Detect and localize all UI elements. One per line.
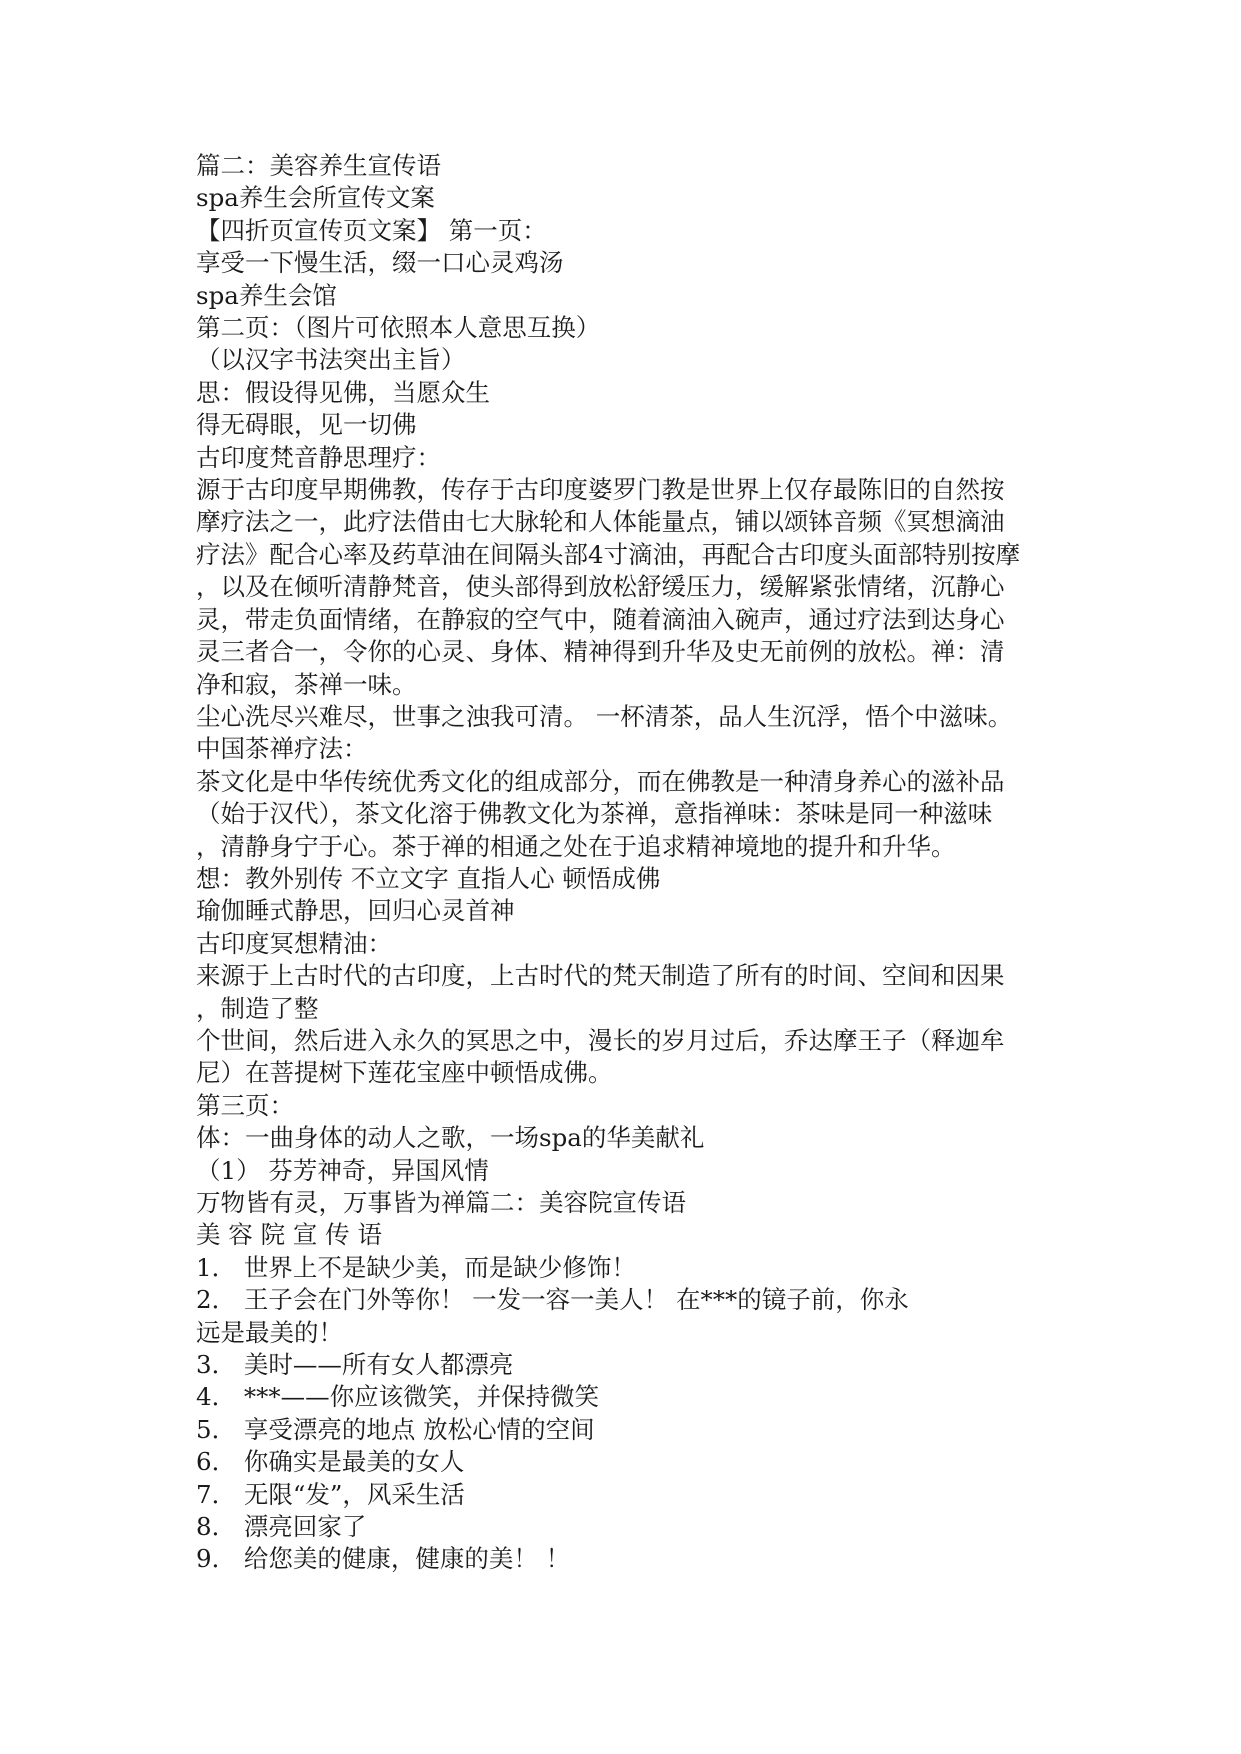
- text-line: 第三页：: [196, 1090, 294, 1120]
- text-line: 尘心洗尽兴难尽，世事之浊我可清。 一杯清茶，品人生沉浮，悟个中滋味。: [196, 701, 1013, 731]
- list-item: 1． 世界上不是缺少美，而是缺少修饰！: [196, 1252, 636, 1282]
- text-line: 想：教外别传 不立文字 直指人心 顿悟成佛: [196, 863, 661, 893]
- list-item: 2． 王子会在门外等你！ 一发一容一美人！ 在***的镜子前，你永: [196, 1285, 909, 1315]
- text-line: ，制造了整: [196, 993, 319, 1023]
- text-line: 灵，带走负面情绪，在静寂的空气中，随着滴油入碗声，通过疗法到达身心: [196, 604, 1005, 634]
- text-line: spa养生会馆: [196, 280, 337, 310]
- text-line: 古印度梵音静思理疗：: [196, 442, 441, 472]
- text-line: 体：一曲身体的动人之歌，一场spa的华美献礼: [196, 1123, 705, 1153]
- list-item: 5． 享受漂亮的地点 放松心情的空间: [196, 1414, 595, 1444]
- text-line: 疗法》配合心率及药草油在间隔头部4寸滴油，再配合古印度头面部特别按摩: [196, 539, 1021, 569]
- text-line: 思：假设得见佛，当愿众生: [196, 377, 490, 407]
- list-item: 3． 美时——所有女人都漂亮: [196, 1350, 514, 1380]
- text-line: ，清静身宁于心。茶于禅的相通之处在于追求精神境地的提升和升华。: [196, 831, 956, 861]
- document-body: [196, 150, 1056, 1576]
- text-line: 净和寂，茶禅一味。: [196, 669, 417, 699]
- text-line: （始于汉代），茶文化溶于佛教文化为茶禅，意指禅味：茶味是同一种滋味: [196, 799, 993, 829]
- list-item: 9． 给您美的健康，健康的美！ ！: [196, 1544, 571, 1574]
- text-line: ，以及在倾听清静梵音，使头部得到放松舒缓压力，缓解紧张情绪，沉静心: [196, 572, 1005, 602]
- list-item: 7． 无限“发”，风采生活: [196, 1479, 465, 1509]
- text-line: spa养生会所宣传文案: [196, 183, 435, 213]
- text-line: （1） 芬芳神奇，异国风情: [196, 1155, 489, 1185]
- text-line: 来源于上古时代的古印度，上古时代的梵天制造了所有的时间、空间和因果: [196, 961, 1005, 991]
- text-line: 源于古印度早期佛教，传存于古印度婆罗门教是世界上仅存最陈旧的自然按: [196, 475, 1005, 505]
- list-item-continuation: 远是最美的！: [196, 1317, 343, 1347]
- text-line: （以汉字书法突出主旨）: [196, 345, 466, 375]
- text-line: 【四折页宣传页文案】 第一页：: [196, 215, 547, 245]
- document-title: 篇二：美容养生宣传语: [196, 151, 441, 180]
- text-line: 第二页：（图片可依照本人意思互换）: [196, 313, 601, 343]
- text-line: 个世间，然后进入永久的冥思之中，漫长的岁月过后，乔达摩王子（释迦牟: [196, 1025, 1005, 1055]
- text-line: 古印度冥想精油：: [196, 928, 392, 958]
- text-line: 瑜伽睡式静思，回归心灵首神: [196, 896, 515, 926]
- text-line: 中国茶禅疗法：: [196, 734, 368, 764]
- text-line: 享受一下慢生活，缀一口心灵鸡汤: [196, 248, 564, 278]
- text-line: 茶文化是中华传统优秀文化的组成部分，而在佛教是一种清身养心的滋补品: [196, 766, 1005, 796]
- section-heading: 美 容 院 宣 传 语: [196, 1220, 382, 1250]
- list-item: 4． ***——你应该微笑，并保持微笑: [196, 1382, 600, 1412]
- text-line: 摩疗法之一，此疗法借由七大脉轮和人体能量点，铺以颂钵音频《冥想滴油: [196, 507, 1005, 537]
- text-line: 万物皆有灵，万事皆为禅篇二：美容院宣传语: [196, 1188, 686, 1217]
- list-item: 6． 你确实是最美的女人: [196, 1447, 465, 1477]
- text-line: 灵三者合一，令你的心灵、身体、精神得到升华及史无前例的放松。禅：清: [196, 637, 1005, 667]
- text-line: 尼）在菩提树下莲花宝座中顿悟成佛。: [196, 1058, 613, 1088]
- list-item: 8． 漂亮回家了: [196, 1512, 367, 1542]
- text-line: 得无碍眼，见一切佛: [196, 410, 417, 440]
